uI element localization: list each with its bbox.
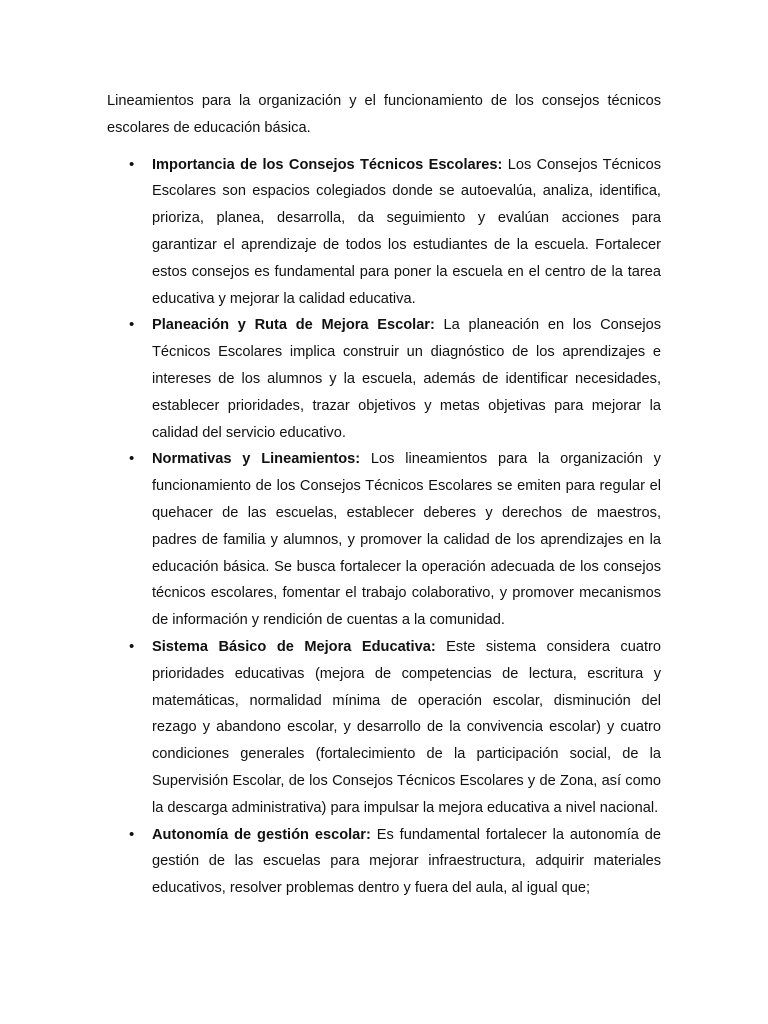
list-item — [107, 822, 661, 902]
list-item — [107, 312, 661, 446]
intro-paragraph: Lineamientos para la organización y el funcionamiento de los consejos técnicos escolares de educación básica. — [107, 93, 661, 136]
item-term: Normativas y Lineamientos: — [152, 451, 361, 468]
list-item — [107, 446, 661, 634]
item-term: Importancia de los Consejos Técnicos Escolares: — [152, 156, 503, 173]
bullet-icon: • — [129, 155, 135, 173]
item-term: Autonomía de gestión escolar: — [152, 826, 371, 843]
bullet-icon: • — [129, 450, 135, 468]
list-item — [107, 634, 661, 822]
item-text: La planeación en los Consejos Técnicos Escolares implica construir un diagnóstico de los aprendizajes e intereses de los alumnos y la escuela, además de identificar necesidades, establecer prioridades, trazar objetivos y metas objetivas para mejorar la calidad del servicio educativo. — [152, 317, 661, 441]
item-text: Es fundamental fortalecer la autonomía de gestión de las escuelas para mejorar infraestructura, adquirir materiales educativos, resolver problemas dentro y fuera del aula, al igual que; — [152, 826, 662, 897]
bullet-icon: • — [129, 637, 135, 655]
item-term: Sistema Básico de Mejora Educativa: — [152, 638, 436, 655]
bullet-icon: • — [129, 316, 135, 334]
list-item — [107, 152, 661, 313]
bullet-icon: • — [129, 825, 135, 843]
item-text: Los Consejos Técnicos Escolares son espacios colegiados donde se autoevalúa, analiza, identifica, prioriza, planea, desarrolla, da seguimiento y evalúan acciones para garantizar el aprendizaje de todos los estudiantes de la escuela. Fortalecer estos consejos es fundamental para poner la escuela en el centro de la tarea educativa y mejorar la calidad educativa. — [152, 156, 661, 307]
bullet-list — [107, 152, 661, 902]
item-term: Planeación y Ruta de Mejora Escolar: — [152, 317, 435, 334]
item-text: Los lineamientos para la organización y funcionamiento de los Consejos Técnicos Escolares se emiten para regular el quehacer de las escuelas, establecer deberes y derechos de maestros, padres de familia y alumnos, y promover la calidad de los aprendizajes en la educación básica. Se busca fortalecer la operación adecuada de los consejos técnicos escolares, fomentar el trabajo colaborativo, y promover mecanismos de información y rendición de cuentas a la comunidad. — [152, 451, 661, 629]
document-page — [107, 88, 661, 902]
item-text: Este sistema considera cuatro prioridades educativas (mejora de competencias de lectura, escritura y matemáticas, normalidad mínima de operación escolar, disminución del rezago y abandono escolar, y desarrollo de la convivencia escolar) y cuatro condiciones generales (fortalecimiento de la participación social, de la Supervisión Escolar, de los Consejos Técnicos Escolares y de Zona, así como la descarga administrativa) para impulsar la mejora educativa a nivel nacional. — [152, 638, 661, 816]
